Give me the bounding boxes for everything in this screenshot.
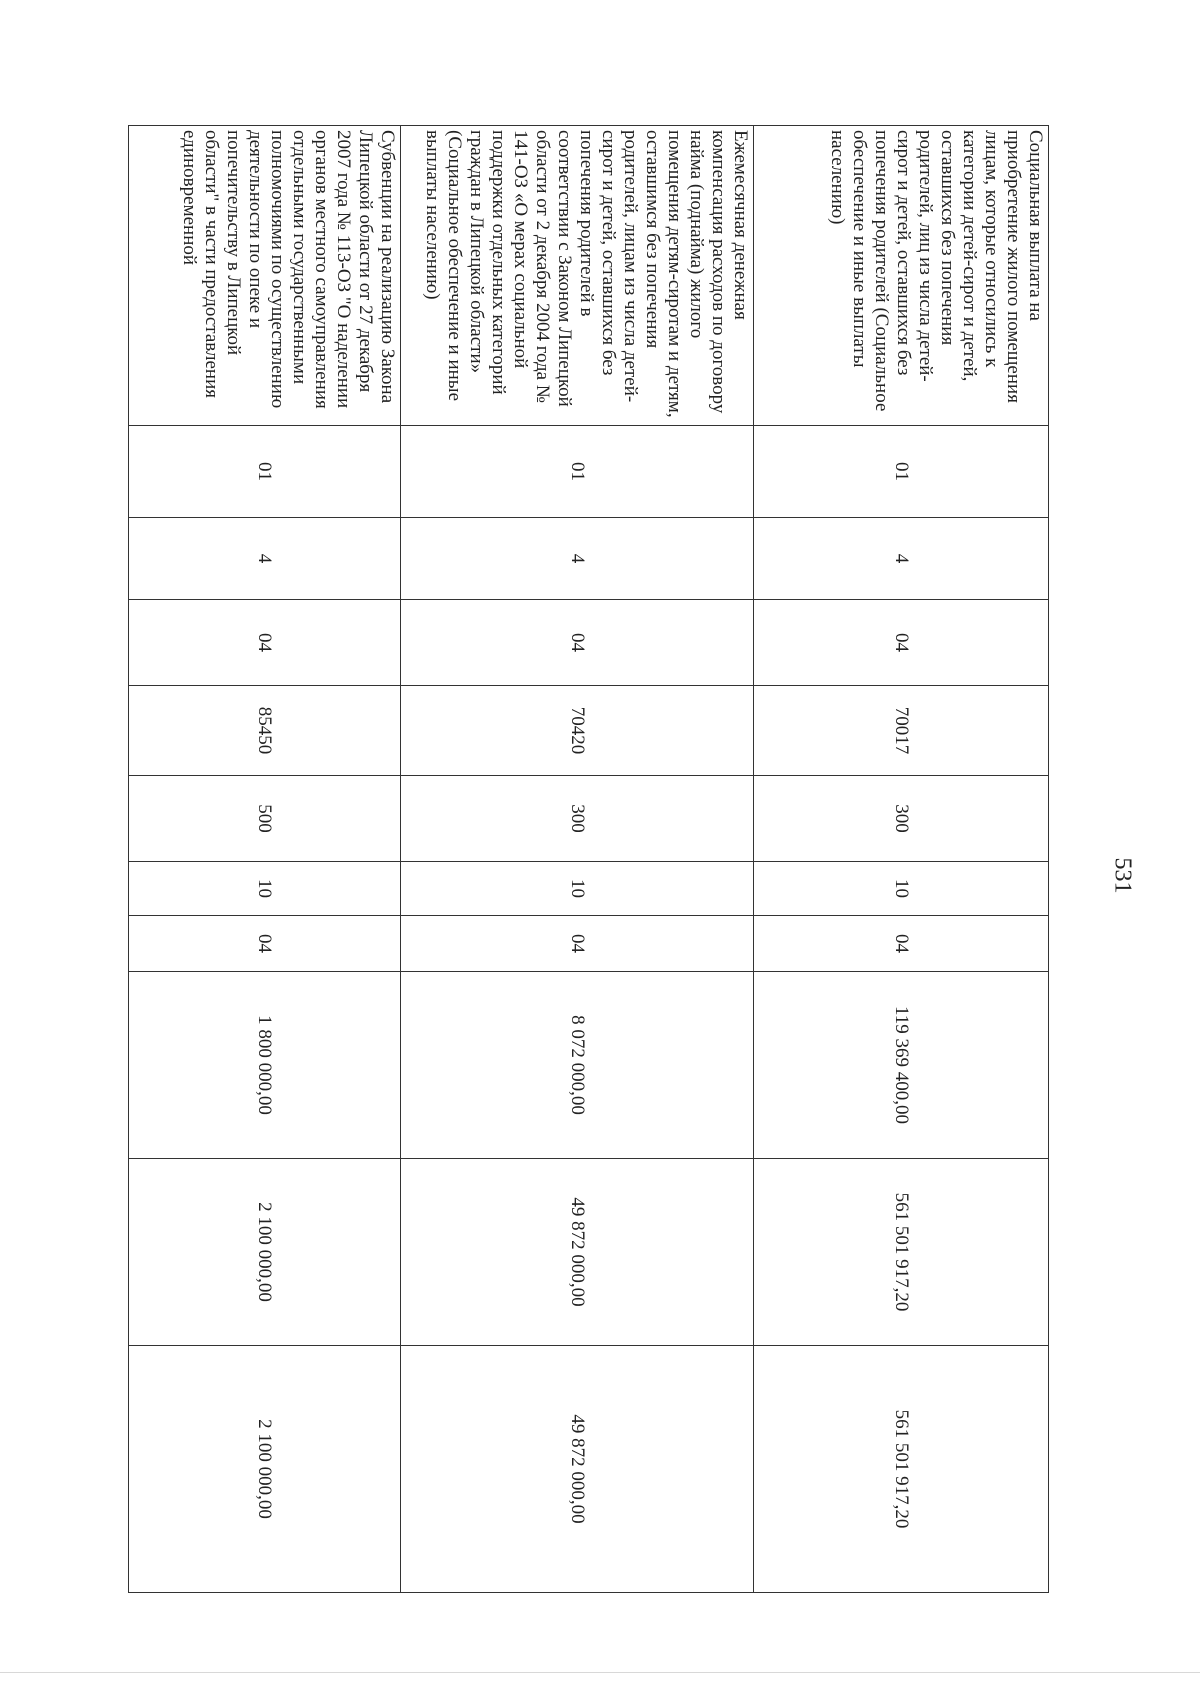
row-name-cell: Ежемесячная денежная компенсация расходов по договору найма (поднайма) жилого помещения детям-сиротам и детям, оставшимся без попечения родителей, лицам из числа детей-сирот и детей, оставшихся без попечения родителей в соответствии с Законом Липецкой области от 2 декабря 2004 года № 141-ОЗ «О мерах социальной поддержки отдельных категорий граждан в Липецкой области» (Социальное обеспечение и иные выплаты населению) xyxy=(401,126,754,426)
amount-cell: 561 501 917,20 xyxy=(754,1346,1049,1593)
code-cell: 01 xyxy=(754,426,1049,518)
code-cell: 04 xyxy=(129,600,401,686)
row-name-cell: Субвенции на реализацию Закона Липецкой области от 27 декабря 2007 года № 113-ОЗ "О наделении органов местного самоуправления отдельными государственными полномочиями по осуществлению деятельности по опеке и попечительству в Липецкой области" в части предоставления единовременной xyxy=(129,126,401,426)
code-cell: 70420 xyxy=(401,686,754,776)
amount-cell: 49 872 000,00 xyxy=(401,1346,754,1593)
amount-cell: 8 072 000,00 xyxy=(401,972,754,1159)
table-row xyxy=(129,126,401,1593)
code-cell: 300 xyxy=(401,776,754,862)
amount-cell: 49 872 000,00 xyxy=(401,1159,754,1346)
amount-cell: 2 100 000,00 xyxy=(129,1159,401,1346)
code-cell: 04 xyxy=(129,916,401,972)
amount-cell: 1 800 000,00 xyxy=(129,972,401,1159)
row-name-cell: Социальная выплата на приобретение жилого помещения лицам, которые относились к категории детей-сирот и детей, оставшихся без попечения родителей, лиц из числа детей-сирот и детей, оставшихся без попечения родителей (Социальное обеспечение и иные выплаты населению) xyxy=(754,126,1049,426)
code-cell: 70017 xyxy=(754,686,1049,776)
table-row xyxy=(401,126,754,1593)
table-row xyxy=(754,126,1049,1593)
budget-table xyxy=(128,125,1049,1593)
code-cell: 4 xyxy=(754,518,1049,600)
code-cell: 04 xyxy=(401,600,754,686)
code-cell: 04 xyxy=(754,916,1049,972)
table-wrapper xyxy=(129,125,1049,1592)
code-cell: 500 xyxy=(129,776,401,862)
code-cell: 85450 xyxy=(129,686,401,776)
amount-cell: 561 501 917,20 xyxy=(754,1159,1049,1346)
code-cell: 04 xyxy=(401,916,754,972)
code-cell: 10 xyxy=(754,862,1049,916)
code-cell: 04 xyxy=(754,600,1049,686)
code-cell: 01 xyxy=(401,426,754,518)
code-cell: 01 xyxy=(129,426,401,518)
code-cell: 4 xyxy=(401,518,754,600)
amount-cell: 2 100 000,00 xyxy=(129,1346,401,1593)
rotated-table-container xyxy=(129,125,1049,1592)
code-cell: 10 xyxy=(129,862,401,916)
scan-edge-line xyxy=(0,1672,1200,1673)
page-number: 531 xyxy=(1109,857,1136,894)
code-cell: 4 xyxy=(129,518,401,600)
amount-cell: 119 369 400,00 xyxy=(754,972,1049,1159)
code-cell: 300 xyxy=(754,776,1049,862)
code-cell: 10 xyxy=(401,862,754,916)
